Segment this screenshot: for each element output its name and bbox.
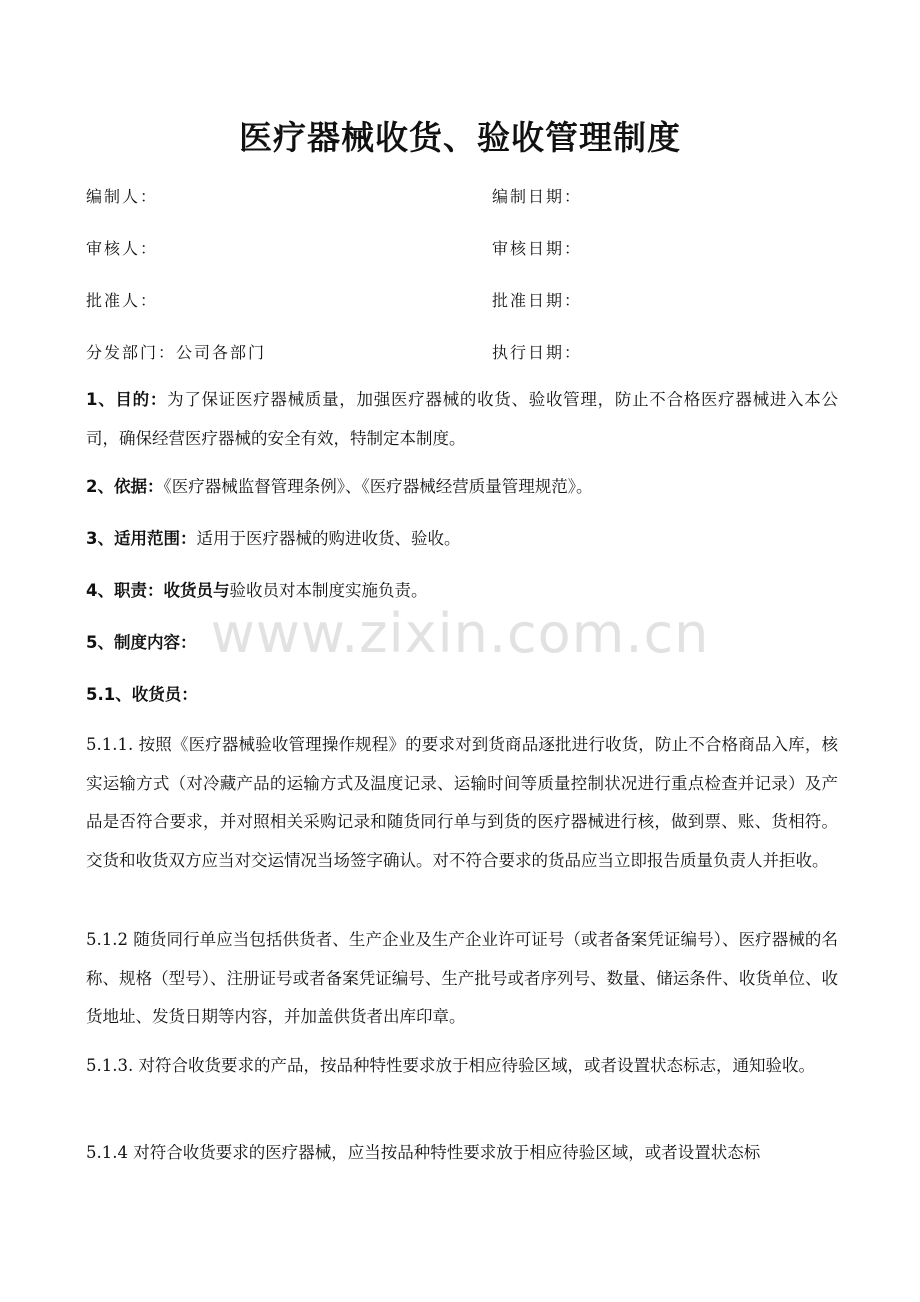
section-basis: [86, 468, 838, 507]
section-duty: [86, 572, 838, 611]
section-scope: [86, 520, 838, 559]
purpose-text: 为了保证医疗器械质量，加强医疗器械的收货、验收管理，防止不合格医疗器械进入本公司，确保经营医疗器械的安全有效，特制定本制度。: [86, 390, 839, 448]
compiler-label: 编制人：: [86, 187, 159, 206]
section-purpose: [86, 381, 838, 458]
review-date-label: 审核日期：: [492, 239, 583, 258]
basis-label: 2、依据：: [86, 477, 164, 496]
duty-text: 验收员对本制度实施负责。: [229, 581, 428, 600]
clause-5-1-3: 5.1.3. 对符合收货要求的产品，按品种特性要求放于相应待验区域，或者设置状态标志，通知验收。: [86, 1056, 815, 1075]
clause-5-1-2: 5.1.2 随货同行单应当包括供货者、生产企业及生产企业许可证号（或者备案凭证编号）、医疗器械的名称、规格（型号）、注册证号或者备案凭证编号、生产批号或者序列号、数量、储运条件、收货单位、收货地址、发货日期等内容，并加盖供货者出库印章。: [86, 930, 838, 1026]
dept-field: [86, 340, 266, 363]
dept-label: 分发部门：: [86, 343, 177, 362]
reviewer-label: 审核人：: [86, 239, 159, 258]
purpose-label: 1、目的：: [86, 390, 168, 409]
dept-value: 公司各部门: [176, 343, 267, 362]
meta-row-distribution: [86, 340, 846, 366]
basis-text: 《医疗器械监督管理条例》、《医疗器械经营质量管理规范》。: [163, 477, 593, 496]
scope-label: 3、适用范围：: [86, 529, 197, 548]
section-receiver: [86, 676, 838, 715]
scope-text: 适用于医疗器械的购进收货、验收。: [196, 529, 461, 548]
duty-label: 4、职责：收货员与: [86, 581, 230, 600]
approver-label: 批准人：: [86, 291, 159, 310]
meta-row-review: [86, 236, 846, 262]
compile-date-label: 编制日期：: [492, 187, 583, 206]
watermark: www.zixin.com.cn: [210, 602, 710, 665]
content-label: 5、制度内容：: [86, 633, 197, 652]
meta-row-approve: [86, 288, 846, 314]
section-content: [86, 624, 838, 663]
clause-5-1-4: 5.1.4 对符合收货要求的医疗器械，应当按品种特性要求放于相应待验区域，或者设置状态标: [86, 1143, 761, 1162]
exec-date-label: 执行日期：: [492, 343, 583, 362]
approve-date-label: 批准日期：: [492, 291, 583, 310]
receiver-label: 5.1、收货员：: [86, 685, 198, 704]
page-title: 医疗器械收货、验收管理制度: [239, 118, 681, 157]
clause-5-1-1: 5.1.1. 按照《医疗器械验收管理操作规程》的要求对到货商品逐批进行收货，防止不合格商品入库，核实运输方式（对冷藏产品的运输方式及温度记录、运输时间等质量控制状况进行重点检查并记录）及产品是否符合要求，并对照相关采购记录和随货同行单与到货的医疗器械进行核，做到票、账、货相符。交货和收货双方应当对交运情况当场签字确认。对不符合要求的货品应当立即报告质量负责人并拒收。: [86, 735, 838, 870]
meta-row-compile: [86, 184, 846, 210]
